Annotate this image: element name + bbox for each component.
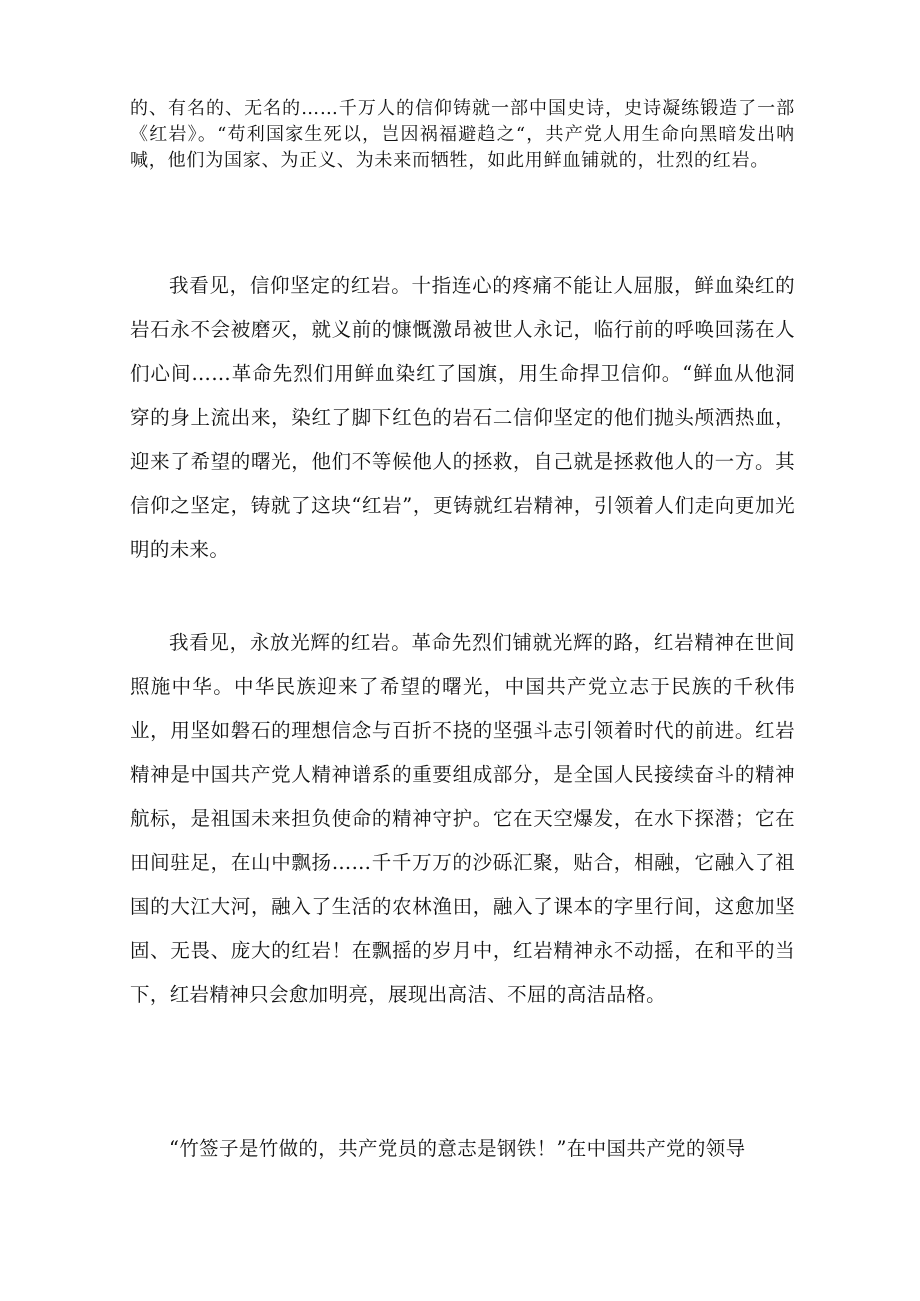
paragraph-faith-red-rock: 我看见，信仰坚定的红岩。十指连心的疼痛不能让人屈服，鲜血染红的岩石永不会被磨灭，就义前的慷慨激昂被世人永记，临行前的呼唤回荡在人们心间……革命先烈们用鲜血染红了国旗，用生命捍卫信仰。“鲜血从他洞穿的身上流出来，染红了脚下红色的岩石二信仰坚定的他们抛头颅洒热血，迎来了希望的曙光，他们不等候他人的拯救，自己就是拯救他人的一方。其信仰之坚定，铸就了这块“红岩”，更铸就红岩精神，引领着人们走向更加光明的未来。 [130,274,795,561]
paragraph-bamboo-quote: “竹签子是竹做的，共产党员的意志是钢铁！”在中国共产党的领导 [169,1137,746,1160]
paragraph-continued: 的、有名的、无名的……千万人的信仰铸就一部中国史诗，史诗凝练锻造了一部《红岩》。“苟利国家生死以，岂因祸福避趋之“，共产党人用生命向黑暗发出呐喊，他们为国家、为正义、为未来而牺牲，如此用鲜血铺就的，壮烈的红岩。 [130,98,795,171]
paragraph-shining-red-rock: 我看见，永放光辉的红岩。革命先烈们铺就光辉的路，红岩精神在世间照施中华。中华民族迎来了希望的曙光，中国共产党立志于民族的千秋伟业，用坚如磐石的理想信念与百折不挠的坚强斗志引领着时代的前进。红岩精神是中国共产党人精神谱系的重要组成部分，是全国人民接续奋斗的精神航标，是祖国未来担负使命的精神守护。它在天空爆发，在水下探潜；它在田间驻足，在山中飘扬……千千万万的沙砾汇聚，贴合，相融，它融入了祖国的大江大河，融入了生活的农林渔田，融入了课本的字里行间，这愈加坚固、无畏、庞大的红岩！在飘摇的岁月中，红岩精神永不动摇，在和平的当下，红岩精神只会愈加明亮，展现出高洁、不屈的高洁品格。 [130,631,795,1006]
